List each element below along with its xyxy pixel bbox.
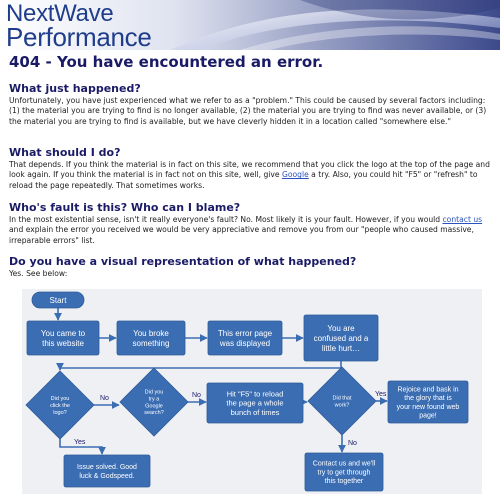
flow-label-no-3: No bbox=[348, 440, 357, 447]
flow-decision-d3-label: work? bbox=[334, 402, 350, 409]
contact-us-link[interactable]: contact us bbox=[442, 215, 483, 224]
flow-decision-d2-label: try a bbox=[148, 396, 160, 403]
flow-box-box8-label: this together bbox=[324, 478, 364, 486]
google-link[interactable]: Google bbox=[281, 170, 309, 180]
section-heading-blame: Who's fault is this? Who can I blame? bbox=[9, 201, 241, 214]
flow-box-box1-label: this website bbox=[42, 338, 84, 348]
flow-start-label: Start bbox=[49, 295, 67, 305]
logo-line-1: NextWave bbox=[6, 0, 114, 27]
flow-box-box1-label: You came to bbox=[40, 328, 86, 338]
flow-label-yes-2: Yes bbox=[74, 439, 86, 446]
section-heading-what-to-do: What should I do? bbox=[9, 146, 121, 159]
flow-label-yes-1: Yes bbox=[375, 391, 387, 398]
flow-box-box5-label: the page a whole bbox=[226, 398, 284, 408]
flow-box-box7-label: luck & Godspeed. bbox=[79, 472, 135, 480]
flow-decision-d2-label: Did you bbox=[144, 389, 164, 396]
section-text-what-happened: Unfortunately, you have just experienced what we refer to as a "problem." This could be caused by several factors including: (1) the material you are trying to find is no longer available, (2) the material you are trying to find was never available, or (3) the material you are trying to find is available, but we have cleverly hidden it in a location called "somewhere else." bbox=[9, 96, 487, 126]
header-banner bbox=[0, 0, 500, 50]
flow-box-box4-label: little hurt… bbox=[321, 343, 361, 353]
flow-box-box5-label: Hit "F5" to reload bbox=[226, 389, 284, 399]
flow-label-no-1: No bbox=[100, 395, 109, 402]
flow-box-box3-label: This error page bbox=[217, 328, 273, 338]
flow-decision-d2-label: Google bbox=[145, 403, 163, 410]
flow-decision-d1-label: click the bbox=[50, 402, 70, 409]
flow-box-box8-label: try to get through bbox=[317, 469, 371, 477]
section-text-visual: Yes. See below: bbox=[9, 269, 68, 278]
section-text-what-to-do: That depends. If you think the material is in fact on this site, we recommend that you click the logo at the top of the page and look again. If you think the material is in fact not on this site, well, give Google a try. Also, you could hit "F5" or "refresh" to reload the page repeatedly. That sometimes works. bbox=[9, 160, 490, 190]
flow-box-box2-label: something bbox=[132, 338, 170, 348]
page-title: 404 - You have encountered an error. bbox=[9, 53, 324, 71]
flow-box-box6-label: Rejoice and bask in bbox=[397, 386, 459, 394]
flow-box-box4-label: You are bbox=[327, 323, 355, 333]
section-text-blame: In the most existential sense, isn't it really everyone's fault? No. Most likely it is your fault. However, if you would contact us and explain the error you received we would be very appreciative and remove you from our "people who caused massive, irreparable errors" list. bbox=[9, 215, 483, 245]
logo-line-2: Performance bbox=[6, 22, 152, 50]
flow-box-box6-label: your new found web bbox=[396, 403, 460, 411]
flow-box-box2-label: You broke bbox=[133, 328, 169, 338]
flow-box-box8-label: Contact us and we'll bbox=[312, 460, 376, 468]
flow-decision-d2-label: search? bbox=[144, 410, 164, 417]
flow-decision-d1-label: logo? bbox=[53, 409, 67, 416]
flow-decision-d1-label: Did you bbox=[50, 396, 70, 403]
flow-box-box6-label: the glory that is bbox=[404, 395, 452, 403]
flow-box-box4-label: confused and a bbox=[313, 333, 369, 343]
flow-box-box3-label: was displayed bbox=[219, 338, 271, 348]
flow-box-box5-label: bunch of times bbox=[230, 408, 280, 417]
flowchart bbox=[22, 289, 482, 498]
flow-box-box6-label: page! bbox=[419, 412, 437, 420]
flow-decision-d3-label: Did that bbox=[332, 395, 352, 402]
section-heading-what-happened: What just happened? bbox=[9, 82, 141, 95]
flow-label-no-2: No bbox=[192, 392, 201, 399]
flowchart-svg bbox=[22, 289, 482, 494]
flow-box-box7-label: Issue solved. Good bbox=[77, 464, 137, 472]
section-heading-visual: Do you have a visual representation of what happened? bbox=[9, 255, 357, 268]
